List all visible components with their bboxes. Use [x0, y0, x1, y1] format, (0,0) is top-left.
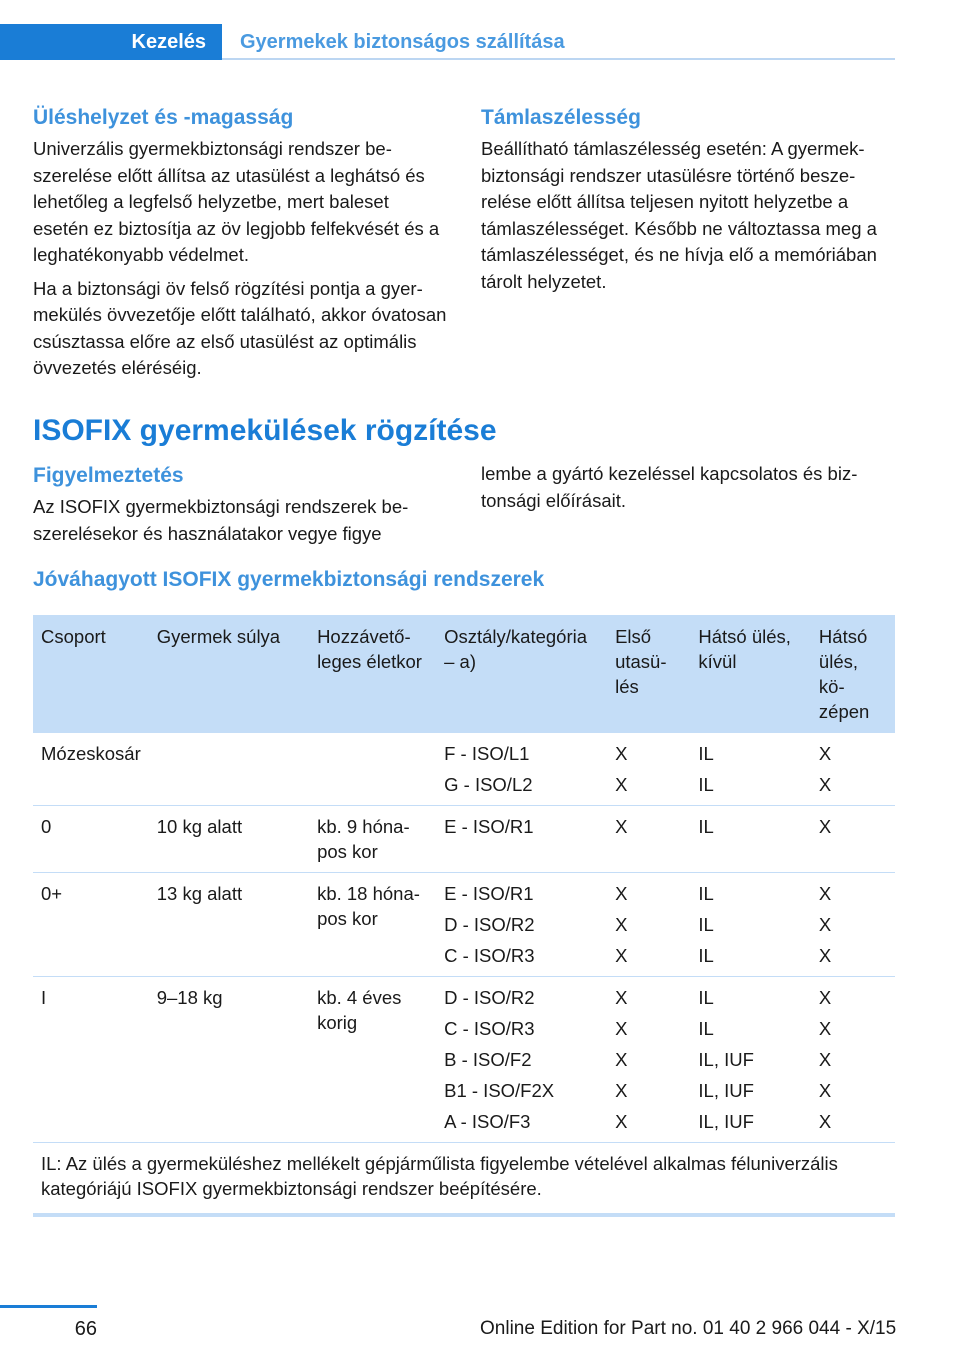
cell-rear-center	[811, 873, 895, 977]
backrest-width-paragraph: Beállítható támlaszélesség esetén: A gyermekbiztonsági rendszer utasülésre történő beszerelése előtt állítsa teljesen nyitott helyzetbe a támlaszélességet. Később ne változtassa meg a támlaszélességet, és ne hívja elő a memóriában tárolt helyzetet.	[481, 138, 877, 292]
front-entry: X	[615, 945, 628, 966]
header-rear-outer: Hátsó ülés, kívül	[690, 615, 811, 733]
cell-class	[436, 733, 607, 806]
cell-class	[436, 806, 607, 873]
page-number: 66	[74, 1318, 97, 1340]
class-entry: C - ISO/R3	[444, 945, 535, 966]
rear-outer-entry: IL	[698, 1018, 714, 1039]
class-entry: D - ISO/R2	[444, 914, 535, 935]
class-entry: G - ISO/L2	[444, 774, 533, 795]
page-number-bar	[0, 1305, 97, 1308]
table-row	[33, 873, 895, 977]
cell-age: kb. 9 hónapos kor	[309, 806, 436, 873]
cell-weight: 10 kg alatt	[149, 806, 309, 873]
backrest-width-heading: Támlaszélesség	[481, 106, 641, 129]
cell-age: kb. 4 éves korig	[309, 977, 436, 1143]
front-entry: X	[615, 816, 628, 837]
cell-rear-outer	[690, 733, 811, 806]
front-entry: X	[615, 743, 628, 764]
rear-outer-entry: IL	[698, 945, 714, 966]
warning-heading: Figyelmeztetés	[33, 464, 184, 487]
left-column	[33, 103, 448, 389]
isofix-section-title: ISOFIX gyermekülések rögzítése	[33, 414, 497, 447]
header-class: Osztály/kategória – a)	[436, 615, 607, 733]
rear-outer-entry: IL	[698, 774, 714, 795]
seat-position-paragraph-2: Ha a biztonsági öv felső rögzítési pontja a gyermekülés övvezetője előtt található, akkor óvatosan csúsztassa előre az első utasülést az optimális övvezetés eléréséig.	[33, 277, 447, 378]
header-weight: Gyermek súlya	[149, 615, 309, 733]
warning-left-column	[33, 461, 448, 554]
cell-group: 0	[33, 806, 149, 873]
header-age: Hozzávetőleges életkor	[309, 615, 436, 733]
rear-center-entry: X	[818, 1111, 832, 1132]
front-entry: X	[615, 914, 628, 935]
header-group: Csoport	[33, 615, 149, 733]
cell-rear-outer	[690, 873, 811, 977]
rear-center-entry: X	[818, 816, 832, 837]
front-entry: X	[615, 1018, 628, 1039]
cell-group: Mózeskosár	[33, 733, 149, 806]
rear-outer-entry: IL, IUF	[698, 1111, 754, 1132]
rear-outer-entry: IL	[698, 743, 714, 764]
header-front-seat: Első utasülés	[607, 615, 690, 733]
cell-rear-center	[811, 733, 895, 806]
warning-right-column	[481, 461, 896, 521]
cell-rear-center	[811, 977, 895, 1143]
header-tabbar	[0, 24, 895, 62]
rear-outer-entry: IL, IUF	[698, 1049, 754, 1070]
cell-front	[607, 806, 690, 873]
rear-outer-entry: IL	[698, 883, 714, 904]
cell-front	[607, 873, 690, 977]
rear-center-entry: X	[818, 914, 832, 935]
rear-center-entry: X	[818, 1018, 832, 1039]
cell-class	[436, 873, 607, 977]
rear-center-entry: X	[818, 1080, 832, 1101]
front-entry: X	[615, 1111, 628, 1132]
cell-rear-center	[811, 806, 895, 873]
cell-group: I	[33, 977, 149, 1143]
isofix-table	[33, 615, 895, 1217]
cell-age: kb. 18 hónapos kor	[309, 873, 436, 977]
class-entry: B - ISO/F2	[444, 1049, 532, 1070]
warning-text-right: lembe a gyártó kezeléssel kapcsolatos és biztonsági előírásait.	[481, 463, 858, 511]
front-entry: X	[615, 883, 628, 904]
class-entry: B1 - ISO/F2X	[444, 1080, 555, 1101]
rear-outer-entry: IL	[698, 816, 714, 837]
cell-class	[436, 977, 607, 1143]
rear-center-entry: X	[818, 774, 832, 795]
front-entry: X	[615, 987, 628, 1008]
rear-center-entry: X	[818, 1049, 832, 1070]
class-entry: E - ISO/R1	[444, 883, 534, 904]
seat-position-heading: Üléshelyzet és -magasság	[33, 106, 294, 129]
table-note: IL: Az ülés a gyermeküléshez mellékelt gépjárműlista figyelembe vételével alkalmas féluniverzális kategóriájú ISOFIX gyermekbiztonsági rendszer beépítésére.	[33, 1143, 895, 1216]
rear-outer-entry: IL	[698, 987, 714, 1008]
class-entry: A - ISO/F3	[444, 1111, 531, 1132]
cell-weight	[149, 733, 309, 806]
table-row	[33, 733, 895, 806]
table-row	[33, 806, 895, 873]
cell-rear-outer	[690, 977, 811, 1143]
front-entry: X	[615, 774, 628, 795]
front-entry: X	[615, 1080, 628, 1101]
tab-kezeles[interactable]: Kezelés	[0, 24, 222, 60]
cell-front	[607, 733, 690, 806]
class-entry: C - ISO/R3	[444, 1018, 535, 1039]
class-entry: F - ISO/L1	[444, 743, 530, 764]
rear-outer-entry: IL	[698, 914, 714, 935]
rear-center-entry: X	[818, 883, 832, 904]
front-entry: X	[615, 1049, 628, 1070]
class-entry: E - ISO/R1	[444, 816, 534, 837]
cell-weight: 13 kg alatt	[149, 873, 309, 977]
table-note-row	[33, 1143, 895, 1216]
header-rear-center: Hátsó ülés, középen	[811, 615, 895, 733]
cell-weight: 9–18 kg	[149, 977, 309, 1143]
table-title: Jóváhagyott ISOFIX gyermekbiztonsági rendszerek	[33, 568, 545, 591]
cell-rear-outer	[690, 806, 811, 873]
cell-group: 0+	[33, 873, 149, 977]
rear-center-entry: X	[818, 743, 832, 764]
warning-text-left: Az ISOFIX gyermekbiztonsági rendszerek beszerelésekor és használatakor vegye figye	[33, 496, 409, 544]
edition-footer: Online Edition for Part no. 01 40 2 966 044 - X/15	[480, 1318, 897, 1339]
cell-front	[607, 977, 690, 1143]
right-column	[481, 103, 896, 302]
rear-outer-entry: IL, IUF	[698, 1080, 754, 1101]
rear-center-entry: X	[818, 945, 832, 966]
header-divider	[222, 58, 895, 60]
seat-position-paragraph-1: Univerzális gyermekbiztonsági rendszer beszerelése előtt állítsa az utasülést a leghátsó és lehetőleg a legfelső helyzetbe, mert baleset esetén ez biztosítja az öv legjobb felfekvését és a leghatékonyabb védelmet.	[33, 138, 440, 265]
rear-center-entry: X	[818, 987, 832, 1008]
class-entry: D - ISO/R2	[444, 987, 535, 1008]
table-header-row	[33, 615, 895, 733]
table-row	[33, 977, 895, 1143]
cell-age	[309, 733, 436, 806]
section-breadcrumb: Gyermekek biztonságos szállítása	[240, 31, 565, 53]
